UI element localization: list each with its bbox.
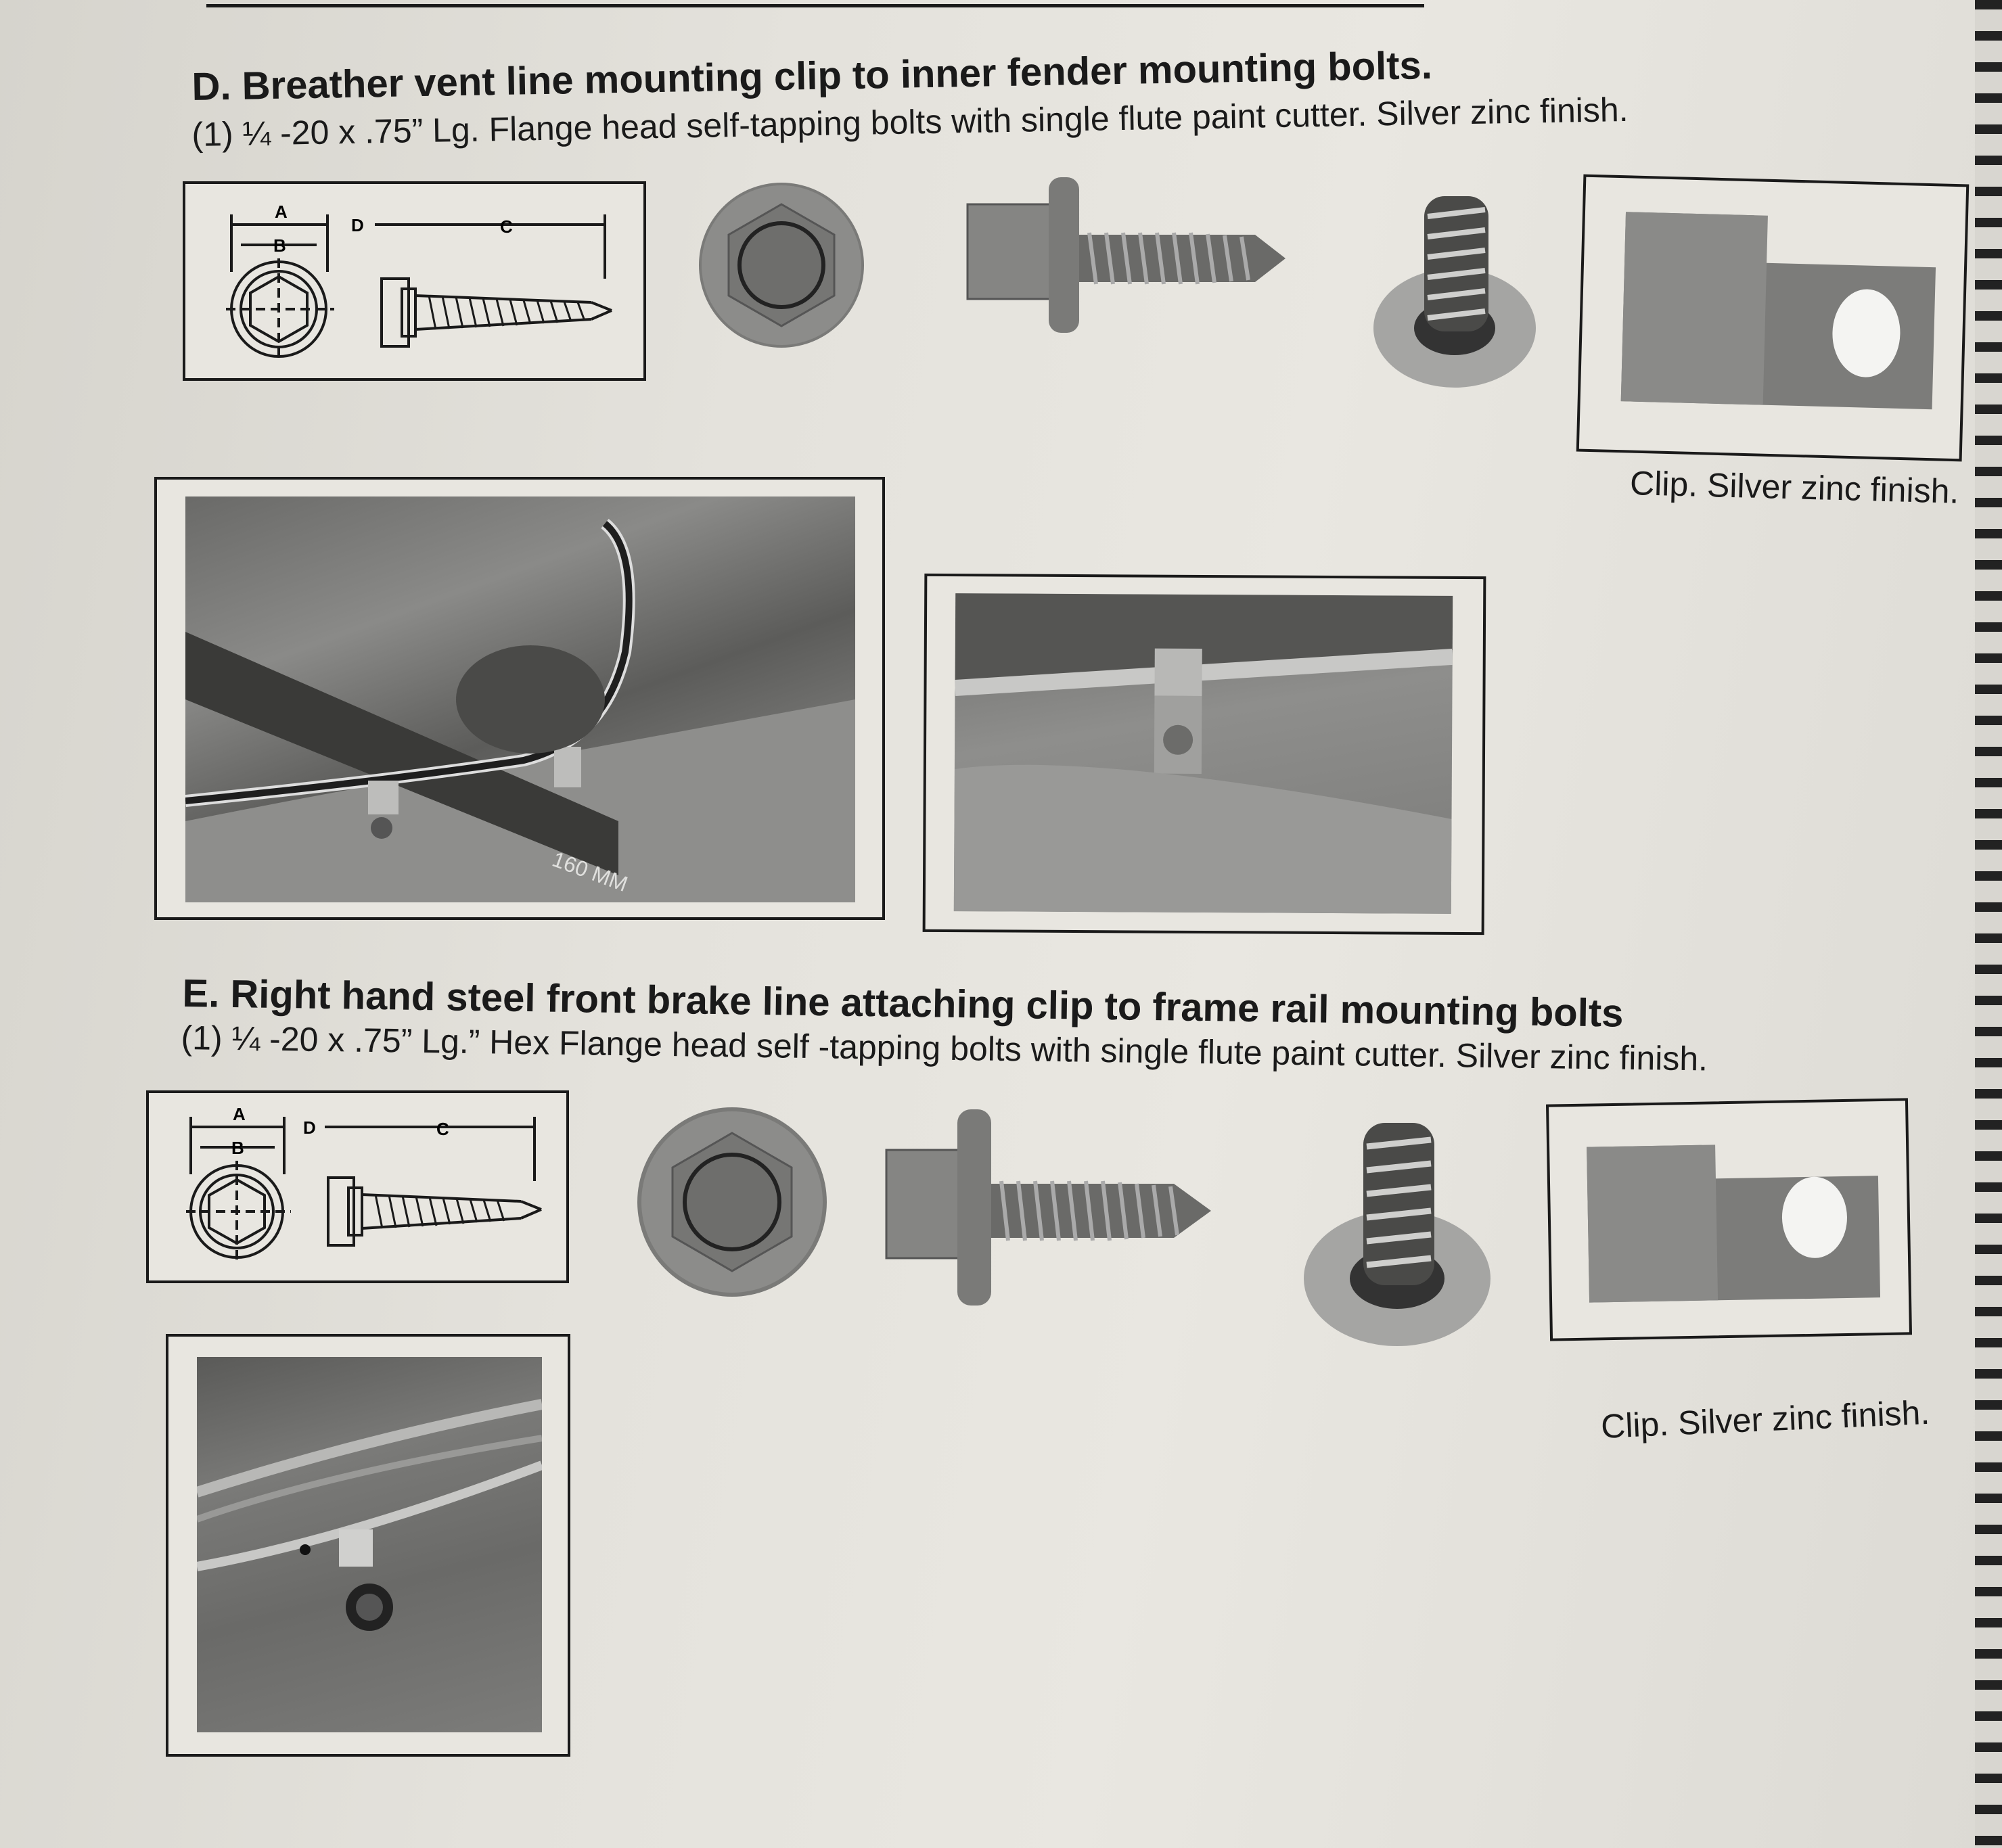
section-e-dimension-diagram <box>146 1090 569 1283</box>
clip-caption-d: Clip. Silver zinc finish. <box>1629 463 1960 511</box>
photo-box-d2 <box>923 574 1486 935</box>
label-c: C <box>500 216 513 237</box>
section-d-subtitle: (1) ¼ -20 x .75” Lg. Flange head self-tapping bolts with single flute paint cutter. Silver zinc finish. <box>191 90 1629 154</box>
label-b-e: B <box>231 1138 244 1158</box>
label-a: A <box>275 202 288 222</box>
bolt-dimension-drawing-e <box>149 1093 566 1280</box>
hose-label: 160 MM <box>549 846 631 897</box>
bolt-head-top-view-e <box>633 1103 832 1302</box>
bolt-dimension-drawing <box>185 184 643 378</box>
clip-installed-photo <box>954 593 1453 914</box>
bolt-underside-view-d <box>1367 183 1543 392</box>
section-e-title: E. Right hand steel front brake line attaching clip to frame rail mounting bolts <box>182 971 1624 1036</box>
label-b: B <box>273 235 286 256</box>
label-d-e: D <box>303 1117 316 1138</box>
clip-image-box-d <box>1576 175 1970 462</box>
frame-rail-photo <box>197 1357 542 1732</box>
section-d-title: D. Breather vent line mounting clip to inner fender mounting bolts. <box>191 43 1433 109</box>
spiral-binding <box>1975 0 2002 1848</box>
bolt-underside-view-e <box>1299 1109 1495 1353</box>
label-d: D <box>351 215 364 235</box>
clip-image-box-e <box>1546 1098 1912 1341</box>
bolt-head-top-view-d <box>693 177 869 353</box>
clip-caption-e: Clip. Silver zinc finish. <box>1600 1393 1931 1446</box>
bolt-side-view-e <box>880 1109 1218 1312</box>
label-a-e: A <box>233 1104 246 1124</box>
section-e-subtitle: (1) ¼ -20 x .75” Lg.” Hex Flange head self -tapping bolts with single flute paint cutter. Silver zinc finish. <box>181 1018 1708 1078</box>
section-d-dimension-diagram <box>183 181 646 381</box>
label-c-e: C <box>436 1119 449 1139</box>
photo-box-e <box>166 1334 570 1757</box>
bolt-side-view-d <box>961 177 1292 340</box>
photo-box-d1 <box>154 477 885 920</box>
engine-bay-photo <box>185 496 855 902</box>
top-border-line <box>206 0 1424 7</box>
